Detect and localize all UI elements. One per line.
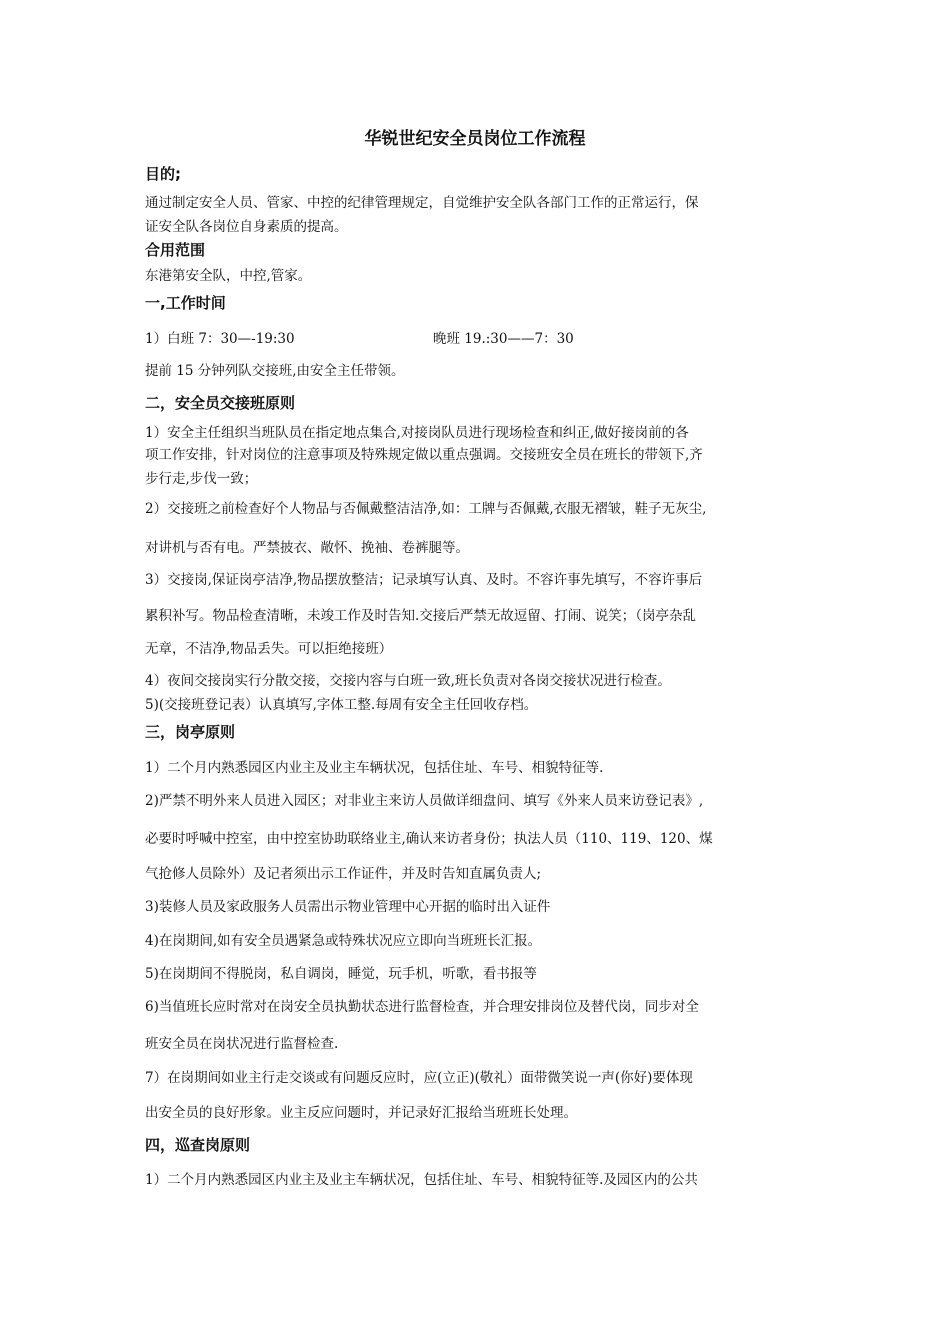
purpose-line: 通过制定安全人员、管家、中控的纪律管理规定，自觉维护安全队各部门工作的正常运行，保 [145,195,699,211]
section3-heading: 三，岗亭原则 [145,723,236,741]
section2-line: 1）安全主任组织当班队员在指定地点集合,对接岗队员进行现场检查和纠正,做好接岗前的各 [145,425,689,441]
section2-line: 无章，不洁净,物品丢失。可以拒绝接班） [145,641,393,657]
section4-line: 1）二个月内熟悉园区内业主及业主车辆状况，包括住址、车号、相貌特征等.及园区内的公共 [145,1172,698,1188]
section3-line: 6)当值班长应时常对在岗安全员执勤状态进行监督检查，并合理安排岗位及替代岗，同步对全 [145,999,699,1015]
section3-line: 出安全员的良好形象。业主反应问题时，并记录好汇报给当班班长处理。 [145,1105,577,1121]
section2-line: 步行走,步伐一致； [145,471,258,487]
section3-line: 7）在岗期间如业主行走交谈或有问题反应时，应(立正)(敬礼）面带微笑说一声(你好)要体现 [145,1070,693,1086]
section2-line: 2）交接班之前检查好个人物品与否佩戴整洁洁净,如：工牌与否佩戴,衣服无褶皱，鞋子无灰尘, [145,501,707,517]
section2-line: 3）交接岗,保证岗亭洁净,物品摆放整洁；记录填写认真、及时。不容许事先填写，不容许事后 [145,572,703,588]
night-shift-text: 晚班 19.:30——7：30 [433,331,574,347]
shift-note: 提前 15 分钟列队交接班,由安全主任带领。 [145,363,405,379]
section2-heading: 二，安全员交接班原则 [145,394,296,412]
section1-heading: 一,工作时间 [145,294,226,312]
section2-line: 项工作安排，针对岗位的注意事项及特殊规定做以重点强调。交接班安全员在班长的带领下,齐 [145,447,703,463]
purpose-heading: 目的; [145,165,181,183]
scope-heading: 合用范围 [145,241,206,259]
section3-line: 1）二个月内熟悉园区内业主及业主车辆状况，包括住址、车号、相貌特征等. [145,760,604,776]
section3-line: 班安全员在岗状况进行监督检查. [145,1036,339,1052]
section3-line: 2)严禁不明外来人员进入园区；对非业主来访人员做详细盘问、填写《外来人员来访登记表》, [145,793,704,809]
section4-heading: 四，巡查岗原则 [145,1136,251,1154]
purpose-line: 证安全队各岗位自身素质的提高。 [145,219,348,235]
section2-line: 对讲机与否有电。严禁披衣、敞怀、挽袖、卷裤腿等。 [145,540,469,556]
section3-line: 必要时呼喊中控室，由中控室协助联络业主,确认来访者身份；执法人员（110、119、120、煤 [145,831,713,847]
section3-line: 3)装修人员及家政服务人员需出示物业管理中心开据的临时出入证件 [145,899,551,915]
section3-line: 4)在岗期间,如有安全员遇紧急或特殊状况应立即向当班班长汇报。 [145,933,542,949]
section3-line: 气抢修人员除外）及记者须出示工作证件，并及时告知直属负责人; [145,866,542,882]
section3-line: 5)在岗期间不得脱岗，私自调岗，睡觉，玩手机，听歌，看书报等 [145,966,537,982]
document-title: 华锐世纪安全员岗位工作流程 [364,129,586,149]
day-shift-text: 1）白班 7：30—-19:30 [145,331,295,347]
section2-line: 5)(交接班登记表）认真填写,字体工整.每周有安全主任回收存档。 [145,697,538,713]
section2-line: 4）夜间交接岗实行分散交接，交接内容与白班一致,班长负责对各岗交接状况进行检查。 [145,673,671,689]
section2-line: 累积补写。物品检查清晰，未竣工作及时告知.交接后严禁无故逗留、打闹、说笑；（岗亭杂乱 [145,608,697,624]
scope-text: 东港第安全队，中控,管家。 [145,268,312,284]
